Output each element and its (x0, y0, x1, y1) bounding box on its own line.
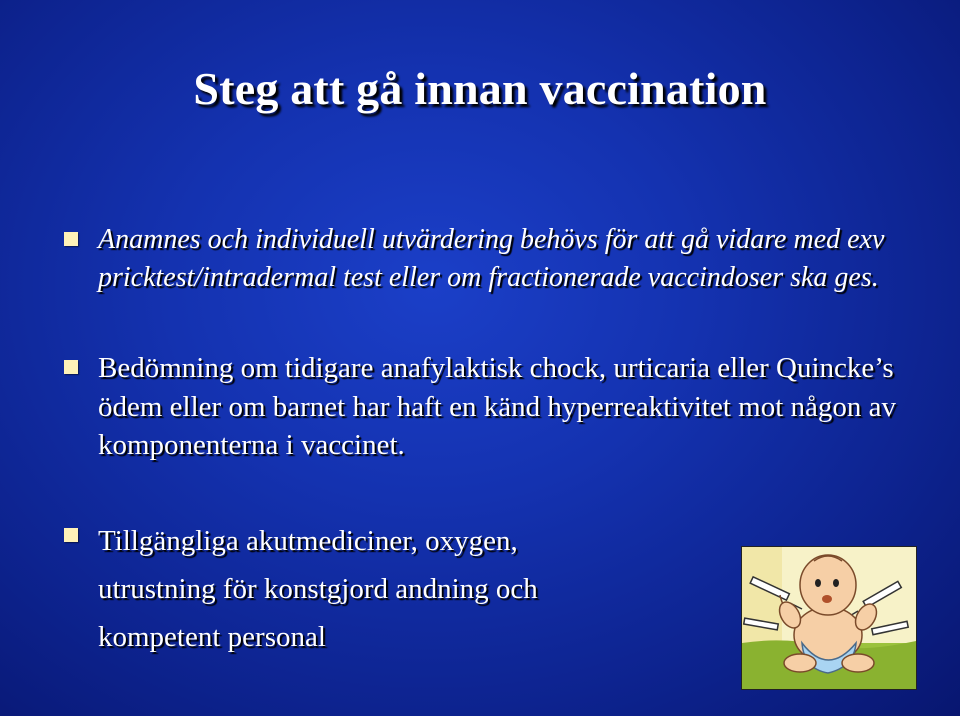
bullet-marker-icon (64, 232, 78, 246)
bullet-text-3-line-2: utrustning för konstgjord andning och (98, 573, 538, 605)
bullet-text-3-line-3: kompetent personal (98, 621, 326, 653)
bullet-text-1: Anamnes och individuell utvärdering behövs för att gå vidare med exv pricktest/intradermal test eller om fractionerade vaccindoser ska ges. (98, 224, 885, 293)
bullet-text-3-line-1: Tillgängliga akutmediciner, oxygen, (98, 525, 518, 557)
bullet-marker-icon (64, 528, 78, 542)
bullet-text-3 (98, 517, 658, 661)
bullet-text-2: Bedömning om tidigare anafylaktisk chock, urticaria eller Quincke’s ödem eller om barnet har haft en känd hyperreaktivitet mot någon av komponenterna i vaccinet. (98, 352, 897, 461)
slide-title: Steg att gå innan vaccination (193, 63, 767, 114)
bullet-marker-icon (64, 360, 78, 374)
baby-illustration-icon (742, 547, 916, 689)
baby-with-syringes-illustration (741, 546, 917, 690)
